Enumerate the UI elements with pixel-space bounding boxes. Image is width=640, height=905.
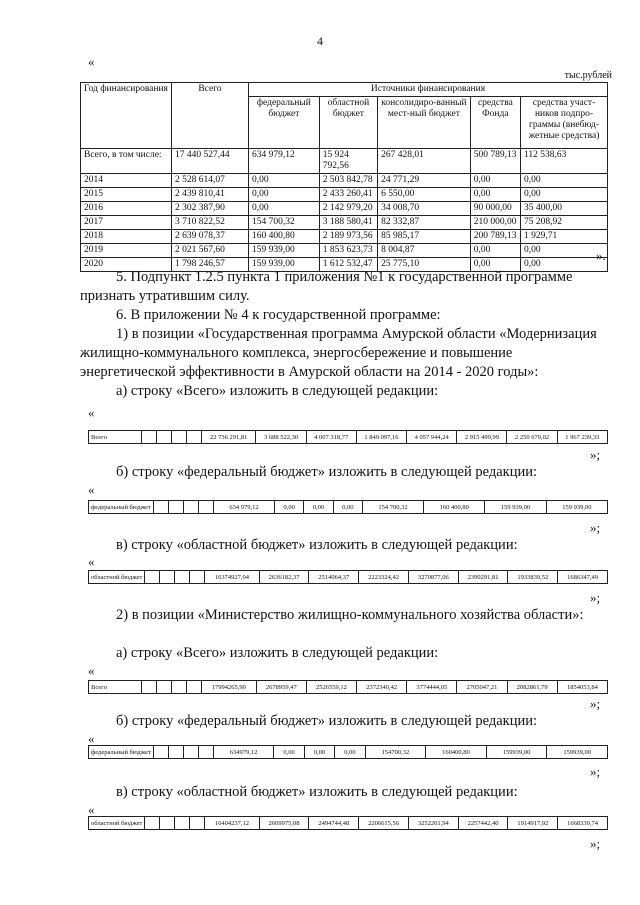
row-value: 0,00	[304, 501, 333, 514]
cell-total: 1 798 246,57	[172, 258, 249, 272]
program-row	[89, 817, 608, 830]
empty-cell	[183, 746, 198, 759]
cell-year: 2019	[81, 244, 172, 258]
program-row	[89, 746, 608, 759]
row-federal-2	[88, 745, 608, 759]
empty-cell	[187, 681, 202, 694]
row-value: 3774444,05	[407, 681, 457, 694]
cell-federal: 154 700,32	[249, 216, 320, 230]
paragraph-6-2b: б) строку «федеральный бюджет» изложить в следующей редакции:	[116, 713, 538, 729]
cell-total: 2 639 078,37	[172, 230, 249, 244]
cell-federal: 0,00	[249, 174, 320, 188]
program-row	[89, 431, 608, 444]
cell-participants: 75 208,92	[521, 216, 608, 230]
empty-cell	[190, 571, 205, 584]
row-value: 2 250 670,02	[507, 431, 557, 444]
cell-total: 17 440 527,44	[172, 149, 249, 174]
table-row	[81, 174, 608, 188]
row-value: 0,00	[274, 746, 304, 759]
cell-year: Всего, в том числе:	[81, 149, 172, 174]
row-regional-2	[88, 816, 608, 830]
row-value: 2206615,56	[359, 817, 409, 830]
cell-participants: 0,00	[521, 188, 608, 202]
row-value: 0,00	[335, 746, 365, 759]
empty-cell	[183, 501, 198, 514]
row-label: Всего	[89, 431, 142, 444]
quote-open: «	[88, 731, 95, 746]
page-number: 4	[317, 34, 323, 48]
cell-participants: 1 929,71	[521, 230, 608, 244]
header-participants: средства участ-ников подпро-граммы (внебюд-жетные средства)	[521, 97, 608, 149]
empty-cell	[142, 681, 157, 694]
row-label: областной бюджет	[89, 817, 145, 830]
row-value: 2636182,37	[259, 571, 309, 584]
paragraph-6-1: 1) в позиции «Государственная программа Амурской области «Модернизация жилищно-коммунального комплекса, энергосбережение и повышение энергетической эффективности в Амурской области на 2014 - 2020 годы»:	[80, 326, 597, 380]
row-value: 0,00	[333, 501, 362, 514]
cell-federal: 159 939,00	[249, 258, 320, 272]
row-total-2	[88, 680, 608, 694]
cell-local: 267 428,01	[378, 149, 471, 174]
cell-participants: 0,00	[521, 244, 608, 258]
row-value: 2390291,81	[458, 571, 508, 584]
financing-table	[80, 82, 608, 272]
empty-cell	[190, 817, 205, 830]
cell-federal: 159 939,00	[249, 244, 320, 258]
cell-fund: 0,00	[470, 244, 520, 258]
cell-participants: 0,00	[521, 174, 608, 188]
row-label: областной бюджет	[89, 571, 145, 584]
empty-cell	[172, 681, 187, 694]
quote-open: «	[88, 663, 95, 678]
row-total-1	[88, 430, 608, 444]
row-value: 2514064,37	[309, 571, 359, 584]
program-row	[89, 681, 608, 694]
row-value: 159939,00	[486, 746, 547, 759]
row-value: 2372340,42	[357, 681, 407, 694]
row-value: 1914917,92	[508, 817, 558, 830]
cell-year: 2016	[81, 202, 172, 216]
row-close: »;	[590, 764, 601, 779]
empty-cell	[145, 571, 160, 584]
cell-total: 2 439 810,41	[172, 188, 249, 202]
paragraph-6-1c: в) строку «областной бюджет» изложить в следующей редакции:	[116, 537, 518, 553]
header-federal: федеральный бюджет	[249, 97, 320, 149]
row-value: 0,00	[304, 746, 334, 759]
empty-cell	[157, 681, 172, 694]
header-sources: Источники финансирования	[249, 83, 608, 97]
table-close: ».	[596, 248, 606, 263]
cell-local: 24 771,29	[378, 174, 471, 188]
cell-regional: 2 503 842,78	[319, 174, 377, 188]
header-regional: областной бюджет	[319, 97, 377, 149]
cell-regional: 2 142 979,20	[319, 202, 377, 216]
empty-cell	[172, 431, 187, 444]
cell-local: 34 008,70	[378, 202, 471, 216]
row-value: 1854053,84	[557, 681, 607, 694]
cell-participants: 0,00	[521, 258, 608, 272]
quote-open: «	[88, 482, 95, 497]
row-regional-1	[88, 570, 608, 584]
row-value: 2 915 499,99	[457, 431, 507, 444]
row-value: 2705047,21	[457, 681, 507, 694]
row-value: 1668339,74	[558, 817, 608, 830]
unit-label: тыс.рублей	[564, 70, 612, 81]
paragraph-6-2c: в) строку «областной бюджет» изложить в следующей редакции:	[116, 784, 518, 800]
row-close: »;	[590, 590, 601, 605]
empty-cell	[160, 817, 175, 830]
cell-federal: 0,00	[249, 202, 320, 216]
paragraph-6-1a: а) строку «Всего» изложить в следующей редакции:	[116, 383, 439, 399]
quote-open: «	[88, 554, 95, 569]
quote-open: «	[88, 802, 95, 817]
row-value: 154 700,32	[362, 501, 423, 514]
cell-regional: 3 188 580,41	[319, 216, 377, 230]
cell-local: 85 985,17	[378, 230, 471, 244]
cell-fund: 0,00	[470, 188, 520, 202]
row-close: »;	[590, 836, 601, 851]
row-close: »;	[590, 520, 601, 535]
header-local: консолидиро-ванный мест-ный бюджет	[378, 97, 471, 149]
row-value: 160400,80	[426, 746, 487, 759]
row-value: 3252201,94	[408, 817, 458, 830]
quote-open: «	[88, 54, 95, 69]
table-row	[81, 188, 608, 202]
empty-cell	[153, 501, 168, 514]
cell-year: 2020	[81, 258, 172, 272]
row-value: 2223324,42	[359, 571, 409, 584]
cell-total: 3 710 822,52	[172, 216, 249, 230]
table-row	[81, 149, 608, 174]
table-row	[81, 244, 608, 258]
row-value: 22 736 291,81	[202, 431, 256, 444]
cell-regional: 2 433 260,41	[319, 188, 377, 202]
empty-cell	[198, 746, 213, 759]
paragraph-6: 6. В приложении № 4 к государственной программе:	[116, 307, 441, 323]
row-value: 3 688 522,30	[256, 431, 306, 444]
row-federal-1	[88, 500, 608, 514]
row-value: 1 967 239,33	[557, 431, 607, 444]
row-label: Всего	[89, 681, 142, 694]
row-value: 2082861,79	[507, 681, 557, 694]
cell-local: 82 332,87	[378, 216, 471, 230]
cell-year: 2015	[81, 188, 172, 202]
row-value: 154700,32	[365, 746, 426, 759]
row-value: 17994265,90	[202, 681, 257, 694]
empty-cell	[168, 501, 183, 514]
row-value: 3270877,06	[408, 571, 458, 584]
row-value: 2526559,12	[306, 681, 356, 694]
row-value: 634 979,12	[213, 501, 274, 514]
cell-year: 2014	[81, 174, 172, 188]
cell-fund: 0,00	[470, 174, 520, 188]
empty-cell	[187, 431, 202, 444]
empty-cell	[157, 431, 172, 444]
row-value: 634979,12	[213, 746, 274, 759]
paragraph-5: 5. Подпункт 1.2.5 пункта 1 приложения №1 к государственной программе признать утратившим силу.	[80, 269, 573, 304]
cell-regional: 1 853 623,73	[319, 244, 377, 258]
cell-local: 8 004,87	[378, 244, 471, 258]
row-value: 159 939,00	[485, 501, 546, 514]
table-row	[81, 216, 608, 230]
row-close: »;	[590, 447, 601, 462]
row-value: 1686347,49	[558, 571, 608, 584]
row-value: 2678959,47	[256, 681, 306, 694]
table-row	[81, 230, 608, 244]
row-value: 1933839,52	[508, 571, 558, 584]
quote-open: «	[88, 405, 95, 420]
empty-cell	[142, 431, 157, 444]
row-value: 2257442,40	[458, 817, 508, 830]
cell-fund: 500 789,13	[470, 149, 520, 174]
program-row	[89, 571, 608, 584]
cell-total: 2 021 567,60	[172, 244, 249, 258]
row-label: федеральный бюджет	[89, 501, 154, 514]
program-row	[89, 501, 608, 514]
paragraph-6-2: 2) в позиции «Министерство жилищно-коммунального хозяйства области»:	[116, 607, 584, 623]
row-value: 2494744,48	[309, 817, 359, 830]
row-value: 16374927,04	[205, 571, 259, 584]
table-row	[81, 202, 608, 216]
cell-federal: 0,00	[249, 188, 320, 202]
row-value: 159939,00	[547, 746, 608, 759]
cell-regional: 15 924 792,56	[319, 149, 377, 174]
row-value: 4 057 944,24	[407, 431, 457, 444]
empty-cell	[160, 571, 175, 584]
cell-fund: 210 000,00	[470, 216, 520, 230]
row-value: 0,00	[275, 501, 304, 514]
header-total: Всего	[172, 83, 249, 149]
row-label: федеральный бюджет	[89, 746, 154, 759]
empty-cell	[153, 746, 168, 759]
paragraph-6-2a: а) строку «Всего» изложить в следующей редакции:	[116, 645, 439, 661]
cell-year: 2017	[81, 216, 172, 230]
header-fund: средства Фонда	[470, 97, 520, 149]
cell-federal: 160 400,80	[249, 230, 320, 244]
cell-local: 6 550,00	[378, 188, 471, 202]
row-close: »;	[590, 696, 601, 711]
empty-cell	[175, 571, 190, 584]
cell-regional: 1 612 532,47	[319, 258, 377, 272]
empty-cell	[198, 501, 213, 514]
cell-fund: 200 789,13	[470, 230, 520, 244]
cell-participants: 112 538,63	[521, 149, 608, 174]
cell-federal: 634 979,12	[249, 149, 320, 174]
cell-year: 2018	[81, 230, 172, 244]
cell-participants: 35 400,00	[521, 202, 608, 216]
row-value: 2609975,08	[259, 817, 309, 830]
row-value: 16404237,12	[205, 817, 259, 830]
cell-total: 2 528 614,07	[172, 174, 249, 188]
empty-cell	[168, 746, 183, 759]
cell-fund: 90 000,00	[470, 202, 520, 216]
empty-cell	[175, 817, 190, 830]
cell-regional: 2 189 973,56	[319, 230, 377, 244]
paragraph-6-1b: б) строку «федеральный бюджет» изложить в следующей редакции:	[116, 464, 538, 480]
cell-local: 25 775,10	[378, 258, 471, 272]
header-year: Год финансирования	[81, 83, 172, 149]
cell-fund: 0,00	[470, 258, 520, 272]
row-value: 4 007 318,77	[306, 431, 356, 444]
empty-cell	[145, 817, 160, 830]
row-value: 159 939,00	[546, 501, 607, 514]
row-value: 1 849 097,16	[356, 431, 406, 444]
cell-total: 2 302 387,90	[172, 202, 249, 216]
row-value: 160 400,80	[424, 501, 485, 514]
